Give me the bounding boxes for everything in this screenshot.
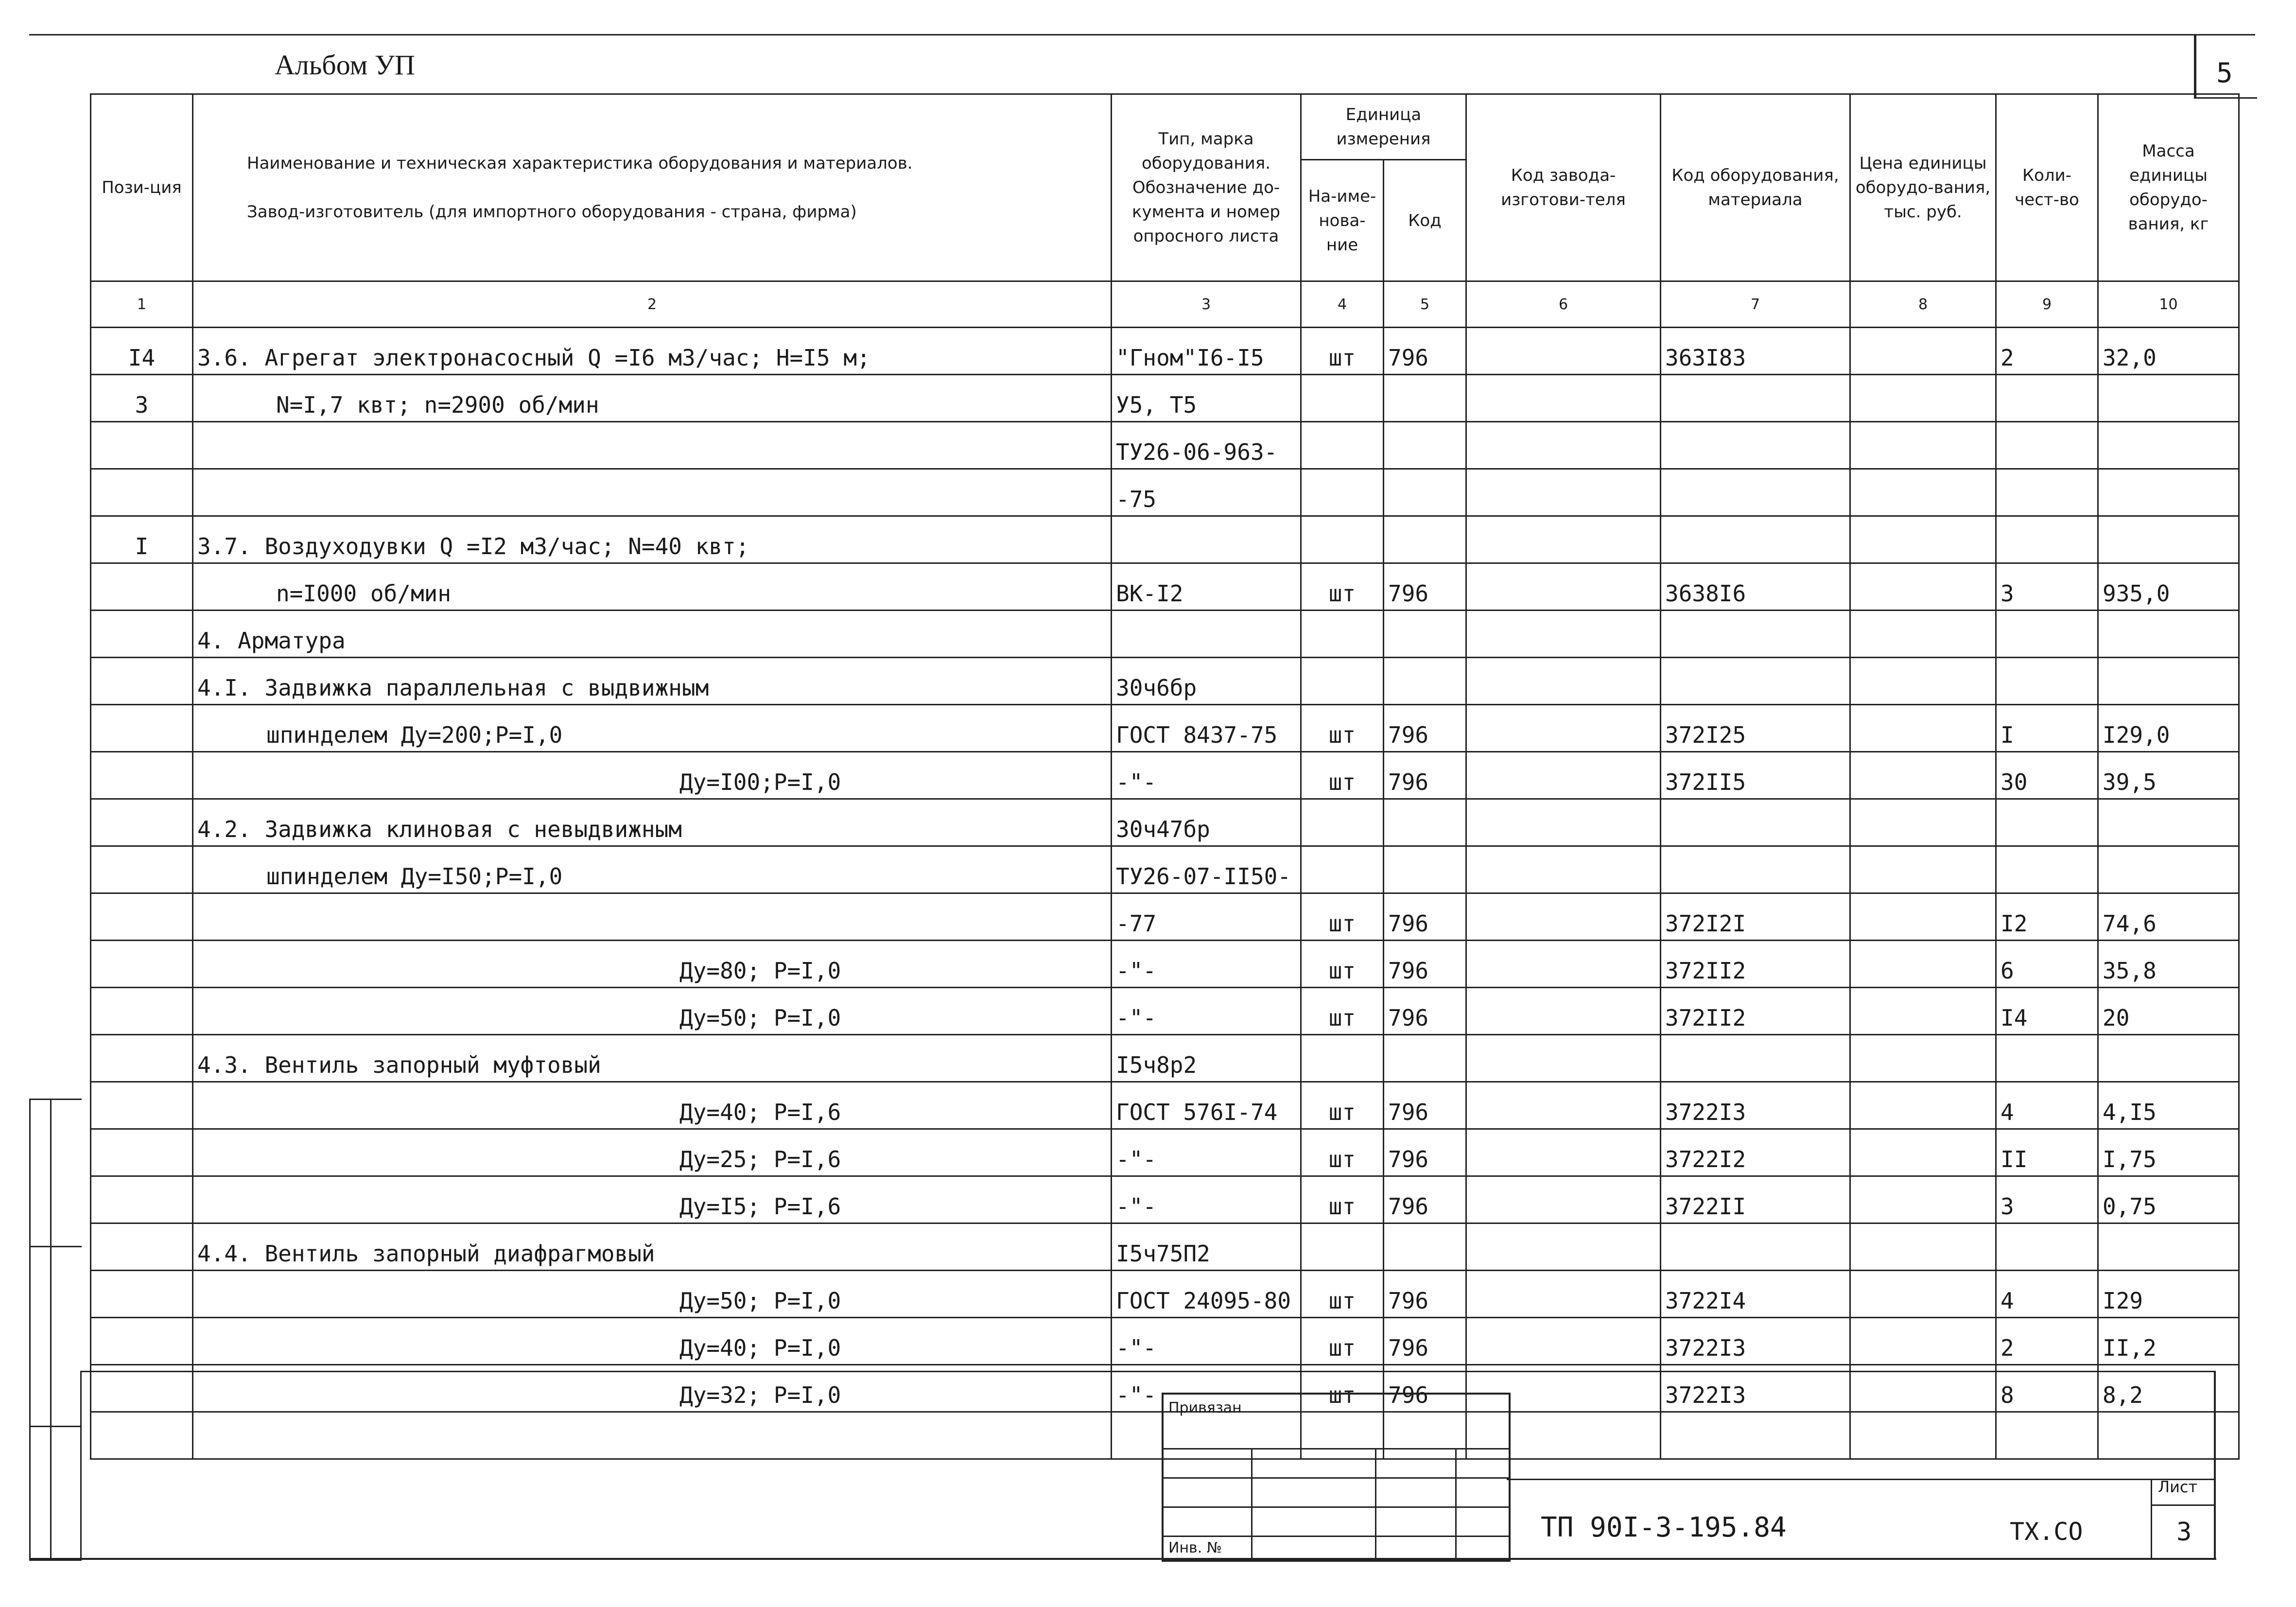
cell-unit — [1301, 1223, 1384, 1271]
cell-name: 4.I. Задвижка параллельная с выдвижным — [193, 658, 1112, 705]
cell-position — [91, 1129, 193, 1176]
table-row — [91, 563, 2239, 611]
cell-mass: 20 — [2098, 988, 2239, 1035]
table-row — [91, 988, 2239, 1035]
cell-type: -"- — [1112, 1365, 1301, 1412]
col-number: 5 — [1384, 281, 1466, 328]
cell-price — [1850, 1082, 1996, 1129]
cell-type: -75 — [1112, 469, 1301, 516]
cell-position: 3 — [91, 375, 193, 422]
cell-name: Ду=50; Р=I,0 — [193, 988, 1112, 1035]
cell-quantity — [1996, 1412, 2098, 1459]
cell-material-code: 372I25 — [1661, 705, 1850, 752]
cell-position — [91, 1035, 193, 1082]
cell-unit — [1301, 516, 1384, 563]
cell-factory-code — [1466, 328, 1661, 375]
cell-type — [1112, 611, 1301, 658]
cell-name: 4.2. Задвижка клиновая с невыдвижным — [193, 799, 1112, 846]
header-name — [193, 94, 1112, 281]
cell-unit-code: 796 — [1384, 1082, 1466, 1129]
cell-type: ГОСТ 24095-80 — [1112, 1271, 1301, 1318]
sheet-number: 3 — [2176, 1518, 2192, 1547]
cell-unit: шт — [1301, 705, 1384, 752]
cell-price — [1850, 1271, 1996, 1318]
cell-type: У5, Т5 — [1112, 375, 1301, 422]
cell-type: -77 — [1112, 893, 1301, 941]
cell-name: Ду=50; Р=I,0 — [193, 1271, 1112, 1318]
table-row — [91, 752, 2239, 799]
table-row — [91, 422, 2239, 469]
cell-factory-code — [1466, 799, 1661, 846]
cell-type: ТУ26-06-963- — [1112, 422, 1301, 469]
cell-factory-code — [1466, 846, 1661, 893]
cell-material-code — [1661, 799, 1850, 846]
cell-quantity: 6 — [1996, 941, 2098, 988]
cell-factory-code — [1466, 1318, 1661, 1365]
table-row — [91, 1129, 2239, 1176]
header-mass: Масса единицы оборудо-вания, кг — [2098, 94, 2239, 281]
cell-material-code — [1661, 469, 1850, 516]
cell-quantity — [1996, 422, 2098, 469]
cell-mass: 8,2 — [2098, 1365, 2239, 1412]
cell-unit: шт — [1301, 941, 1384, 988]
cell-material-code: 372II2 — [1661, 941, 1850, 988]
sheet-divider — [2151, 1479, 2152, 1558]
cell-unit-code — [1384, 658, 1466, 705]
cell-unit-code: 796 — [1384, 563, 1466, 611]
page-number: 5 — [2216, 57, 2233, 89]
cell-position — [91, 799, 193, 846]
cell-price — [1850, 941, 1996, 988]
bottom-border-line — [29, 1558, 2216, 1560]
sheet-box-line — [2151, 1504, 2214, 1506]
cell-position — [91, 658, 193, 705]
table-row — [91, 846, 2239, 893]
table-row — [91, 658, 2239, 705]
cell-position — [91, 846, 193, 893]
cell-name: Ду=80; Р=I,0 — [193, 941, 1112, 988]
cell-unit-code: 796 — [1384, 705, 1466, 752]
cell-name: n=I000 об/мин — [193, 563, 1112, 611]
cell-unit-code: 796 — [1384, 988, 1466, 1035]
cell-position — [91, 988, 193, 1035]
title-block-line — [1507, 1479, 2214, 1480]
cell-price — [1850, 658, 1996, 705]
left-side-stamp — [29, 1099, 82, 1561]
cell-mass: 35,8 — [2098, 941, 2239, 988]
cell-type: -"- — [1112, 941, 1301, 988]
cell-price — [1850, 1318, 1996, 1365]
cell-position — [91, 1223, 193, 1271]
top-border-line — [29, 34, 2255, 35]
cell-mass — [2098, 1223, 2239, 1271]
cell-unit — [1301, 611, 1384, 658]
cell-material-code — [1661, 375, 1850, 422]
cell-type: "Гном"I6-I5 — [1112, 328, 1301, 375]
cell-mass — [2098, 1412, 2239, 1459]
cell-type: -"- — [1112, 1176, 1301, 1223]
cell-type: -"- — [1112, 1129, 1301, 1176]
cell-quantity — [1996, 516, 2098, 563]
cell-price — [1850, 611, 1996, 658]
cell-type: 30ч47бр — [1112, 799, 1301, 846]
cell-position — [91, 941, 193, 988]
cell-quantity — [1996, 375, 2098, 422]
sheet-label: Лист — [2158, 1478, 2198, 1496]
lower-frame-line — [80, 1371, 2214, 1372]
cell-position — [91, 705, 193, 752]
cell-quantity — [1996, 1035, 2098, 1082]
col-number: 4 — [1301, 281, 1384, 328]
cell-type: I5ч75П2 — [1112, 1223, 1301, 1271]
cell-factory-code — [1466, 658, 1661, 705]
document-section: ТХ.СО — [2010, 1518, 2083, 1546]
cell-position — [91, 1318, 193, 1365]
cell-position — [91, 893, 193, 941]
cell-unit: шт — [1301, 893, 1384, 941]
cell-material-code: 3722I3 — [1661, 1365, 1850, 1412]
cell-material-code: 3722I2 — [1661, 1129, 1850, 1176]
cell-name: N=I,7 квт; n=2900 об/мин — [193, 375, 1112, 422]
cell-factory-code — [1466, 422, 1661, 469]
cell-mass — [2098, 1035, 2239, 1082]
cell-price — [1850, 988, 1996, 1035]
table-row — [91, 469, 2239, 516]
cell-quantity: 3 — [1996, 1176, 2098, 1223]
col-number: 6 — [1466, 281, 1661, 328]
cell-unit — [1301, 658, 1384, 705]
cell-material-code — [1661, 846, 1850, 893]
cell-type: 30ч6бр — [1112, 658, 1301, 705]
cell-unit — [1301, 799, 1384, 846]
cell-material-code: 363I83 — [1661, 328, 1850, 375]
table-row — [91, 1082, 2239, 1129]
cell-type: I5ч8р2 — [1112, 1035, 1301, 1082]
cell-price — [1850, 1035, 1996, 1082]
cell-factory-code — [1466, 893, 1661, 941]
cell-quantity — [1996, 658, 2098, 705]
cell-material-code — [1661, 516, 1850, 563]
cell-factory-code — [1466, 1223, 1661, 1271]
cell-unit: шт — [1301, 1271, 1384, 1318]
table-row — [91, 516, 2239, 563]
cell-type: ВК-I2 — [1112, 563, 1301, 611]
cell-factory-code — [1466, 516, 1661, 563]
cell-quantity: I — [1996, 705, 2098, 752]
cell-mass: 39,5 — [2098, 752, 2239, 799]
cell-quantity — [1996, 846, 2098, 893]
header-position: Пози-ция — [91, 94, 193, 281]
table-row — [91, 1271, 2239, 1318]
cell-name: Ду=I00;Р=I,0 — [193, 752, 1112, 799]
header-factory-code: Код завода-изготови-теля — [1466, 94, 1661, 281]
col-number: 9 — [1996, 281, 2098, 328]
cell-quantity — [1996, 469, 2098, 516]
cell-position — [91, 752, 193, 799]
cell-mass: 0,75 — [2098, 1176, 2239, 1223]
cell-material-code — [1661, 1035, 1850, 1082]
cell-quantity — [1996, 611, 2098, 658]
cell-quantity — [1996, 799, 2098, 846]
table-row — [91, 611, 2239, 658]
cell-position — [91, 1271, 193, 1318]
cell-material-code — [1661, 1412, 1850, 1459]
cell-unit: шт — [1301, 1082, 1384, 1129]
cell-unit-code — [1384, 1035, 1466, 1082]
cell-material-code: 372I2I — [1661, 893, 1850, 941]
cell-unit — [1301, 375, 1384, 422]
cell-mass: 32,0 — [2098, 328, 2239, 375]
cell-unit — [1301, 1035, 1384, 1082]
table-row — [91, 1223, 2239, 1271]
cell-mass — [2098, 375, 2239, 422]
cell-factory-code — [1466, 611, 1661, 658]
table-row — [91, 1035, 2239, 1082]
table-row — [91, 941, 2239, 988]
cell-name: Ду=40; Р=I,6 — [193, 1082, 1112, 1129]
cell-material-code: 3722I3 — [1661, 1082, 1850, 1129]
cell-price — [1850, 1176, 1996, 1223]
header-quantity: Коли-чест-во — [1996, 94, 2098, 281]
cell-quantity: I2 — [1996, 893, 2098, 941]
cell-mass — [2098, 422, 2239, 469]
cell-mass — [2098, 799, 2239, 846]
cell-name: 4.3. Вентиль запорный муфтовый — [193, 1035, 1112, 1082]
cell-name — [193, 893, 1112, 941]
table-row — [91, 328, 2239, 375]
col-number: 1 — [91, 281, 193, 328]
cell-quantity: 2 — [1996, 1318, 2098, 1365]
cell-name: 3.7. Воздуходувки Q =I2 м3/час; N=40 квт; — [193, 516, 1112, 563]
table-row — [91, 1318, 2239, 1365]
cell-position: I4 — [91, 328, 193, 375]
cell-material-code: 3638I6 — [1661, 563, 1850, 611]
cell-mass — [2098, 658, 2239, 705]
cell-mass: I,75 — [2098, 1129, 2239, 1176]
binding-stamp — [1162, 1393, 1511, 1562]
cell-unit: шт — [1301, 1176, 1384, 1223]
cell-unit-code — [1384, 469, 1466, 516]
cell-factory-code — [1466, 941, 1661, 988]
cell-name: Ду=32; Р=I,0 — [193, 1365, 1112, 1412]
table-row — [91, 1176, 2239, 1223]
cell-factory-code — [1466, 752, 1661, 799]
cell-type: -"- — [1112, 1318, 1301, 1365]
header-unit-group: Единица измерения — [1301, 94, 1466, 160]
cell-position — [91, 1082, 193, 1129]
cell-quantity: 4 — [1996, 1271, 2098, 1318]
cell-unit: шт — [1301, 328, 1384, 375]
cell-price — [1850, 799, 1996, 846]
cell-unit — [1301, 422, 1384, 469]
document-number: ТП 90I-3-195.84 — [1541, 1512, 1787, 1543]
cell-unit-code: 796 — [1384, 893, 1466, 941]
privyazan-label: Привязан — [1168, 1399, 1242, 1416]
cell-mass — [2098, 516, 2239, 563]
cell-price — [1850, 1412, 1996, 1459]
cell-type: -"- — [1112, 752, 1301, 799]
cell-name: Ду=40; Р=I,0 — [193, 1318, 1112, 1365]
cell-price — [1850, 893, 1996, 941]
cell-quantity: 2 — [1996, 328, 2098, 375]
cell-position — [91, 1176, 193, 1223]
header-unit-name: На-име-нова-ние — [1301, 160, 1384, 281]
header-name-line2: Завод-изготовитель (для импортного оборудования - страна, фирма) — [247, 202, 857, 222]
cell-unit-code: 796 — [1384, 941, 1466, 988]
cell-factory-code — [1466, 988, 1661, 1035]
cell-price — [1850, 375, 1996, 422]
cell-unit: шт — [1301, 1129, 1384, 1176]
cell-type — [1112, 516, 1301, 563]
cell-unit-code — [1384, 1223, 1466, 1271]
cell-mass: 4,I5 — [2098, 1082, 2239, 1129]
cell-unit-code: 796 — [1384, 1365, 1466, 1412]
cell-material-code: 3722II — [1661, 1176, 1850, 1223]
cell-name — [193, 422, 1112, 469]
cell-factory-code — [1466, 1035, 1661, 1082]
album-label: Альбом УП — [275, 49, 415, 81]
cell-quantity: 30 — [1996, 752, 2098, 799]
table-row — [91, 799, 2239, 846]
cell-material-code — [1661, 658, 1850, 705]
cell-type: ГОСТ 8437-75 — [1112, 705, 1301, 752]
cell-price — [1850, 328, 1996, 375]
cell-name: Ду=I5; Р=I,6 — [193, 1176, 1112, 1223]
cell-type: ГОСТ 576I-74 — [1112, 1082, 1301, 1129]
cell-material-code — [1661, 422, 1850, 469]
cell-factory-code — [1466, 469, 1661, 516]
cell-mass: II,2 — [2098, 1318, 2239, 1365]
cell-mass: 935,0 — [2098, 563, 2239, 611]
specification-table — [90, 93, 2240, 1460]
cell-unit-code — [1384, 375, 1466, 422]
cell-material-code: 3722I4 — [1661, 1271, 1850, 1318]
col-number: 10 — [2098, 281, 2239, 328]
header-material-code: Код оборудования, материала — [1661, 94, 1850, 281]
header-unit-code: Код — [1384, 160, 1466, 281]
cell-material-code: 372II5 — [1661, 752, 1850, 799]
cell-unit-code: 796 — [1384, 1318, 1466, 1365]
col-number: 8 — [1850, 281, 1996, 328]
cell-material-code: 3722I3 — [1661, 1318, 1850, 1365]
cell-position — [91, 469, 193, 516]
cell-name: 4. Арматура — [193, 611, 1112, 658]
cell-price — [1850, 1129, 1996, 1176]
cell-position: I — [91, 516, 193, 563]
inv-label: Инв. № — [1168, 1539, 1222, 1556]
col-number: 3 — [1112, 281, 1301, 328]
cell-name — [193, 469, 1112, 516]
cell-unit: шт — [1301, 1365, 1384, 1412]
cell-unit-code: 796 — [1384, 1176, 1466, 1223]
cell-name: Ду=25; Р=I,6 — [193, 1129, 1112, 1176]
cell-mass: I29 — [2098, 1271, 2239, 1318]
table-row — [91, 705, 2239, 752]
cell-material-code — [1661, 611, 1850, 658]
cell-quantity: I4 — [1996, 988, 2098, 1035]
header-type: Тип, марка оборудования. Обозначение до-кумента и номер опросного листа — [1112, 94, 1301, 281]
cell-unit-code: 796 — [1384, 1129, 1466, 1176]
cell-factory-code — [1466, 1271, 1661, 1318]
cell-material-code: 372II2 — [1661, 988, 1850, 1035]
cell-price — [1850, 563, 1996, 611]
cell-price — [1850, 516, 1996, 563]
cell-name — [193, 1412, 1112, 1459]
cell-unit-code — [1384, 846, 1466, 893]
cell-mass — [2098, 611, 2239, 658]
cell-price — [1850, 705, 1996, 752]
header-price: Цена единицы оборудо-вания, тыс. руб. — [1850, 94, 1996, 281]
cell-unit — [1301, 469, 1384, 516]
column-number-row — [91, 281, 2239, 328]
col-number: 2 — [193, 281, 1112, 328]
lower-frame-right — [2214, 1371, 2216, 1558]
cell-factory-code — [1466, 1176, 1661, 1223]
cell-unit-code: 796 — [1384, 328, 1466, 375]
cell-unit-code — [1384, 516, 1466, 563]
cell-name: 3.6. Агрегат электронасосный Q =I6 м3/час; H=I5 м; — [193, 328, 1112, 375]
cell-position — [91, 1412, 193, 1459]
cell-factory-code — [1466, 1082, 1661, 1129]
cell-unit — [1301, 846, 1384, 893]
cell-factory-code — [1466, 705, 1661, 752]
cell-quantity: 8 — [1996, 1365, 2098, 1412]
cell-price — [1850, 422, 1996, 469]
cell-unit-code: 796 — [1384, 1271, 1466, 1318]
cell-name: 4.4. Вентиль запорный диафрагмовый — [193, 1223, 1112, 1271]
cell-unit-code — [1384, 422, 1466, 469]
table-row — [91, 375, 2239, 422]
cell-mass — [2098, 846, 2239, 893]
cell-factory-code — [1466, 1129, 1661, 1176]
cell-factory-code — [1466, 563, 1661, 611]
cell-unit: шт — [1301, 1318, 1384, 1365]
cell-type: ТУ26-07-II50- — [1112, 846, 1301, 893]
cell-price — [1850, 752, 1996, 799]
cell-name: шпинделем Ду=I50;Р=I,0 — [193, 846, 1112, 893]
cell-quantity: 3 — [1996, 563, 2098, 611]
cell-unit-code — [1384, 799, 1466, 846]
cell-mass: 74,6 — [2098, 893, 2239, 941]
col-number: 7 — [1661, 281, 1850, 328]
cell-position — [91, 422, 193, 469]
cell-quantity: 4 — [1996, 1082, 2098, 1129]
cell-unit: шт — [1301, 988, 1384, 1035]
cell-price — [1850, 846, 1996, 893]
cell-quantity: II — [1996, 1129, 2098, 1176]
cell-unit: шт — [1301, 563, 1384, 611]
cell-material-code — [1661, 1223, 1850, 1271]
cell-name: шпинделем Ду=200;Р=I,0 — [193, 705, 1112, 752]
cell-quantity — [1996, 1223, 2098, 1271]
cell-position — [91, 611, 193, 658]
cell-price — [1850, 1223, 1996, 1271]
cell-mass — [2098, 469, 2239, 516]
cell-position — [91, 563, 193, 611]
cell-type: -"- — [1112, 988, 1301, 1035]
table-row — [91, 893, 2239, 941]
header-name-line1: Наименование и техническая характеристика оборудования и материалов. — [247, 154, 913, 173]
cell-unit-code: 796 — [1384, 752, 1466, 799]
cell-factory-code — [1466, 375, 1661, 422]
cell-unit: шт — [1301, 752, 1384, 799]
cell-price — [1850, 469, 1996, 516]
cell-unit-code — [1384, 611, 1466, 658]
cell-mass: I29,0 — [2098, 705, 2239, 752]
